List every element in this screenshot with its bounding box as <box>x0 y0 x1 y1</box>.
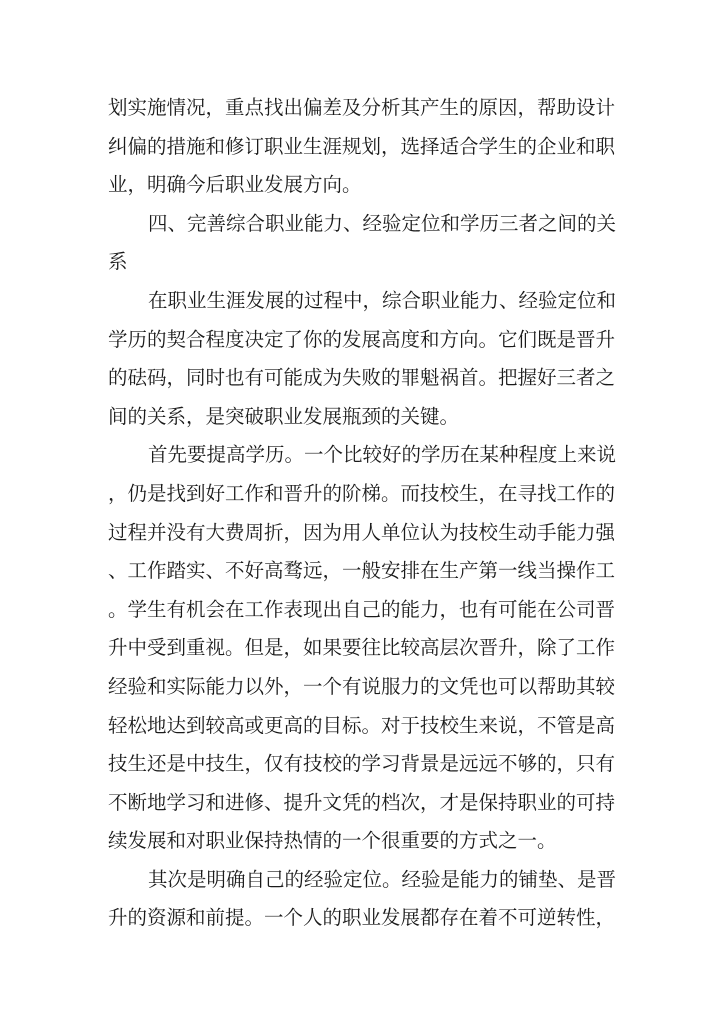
text-line: 业，明确今后职业发展方向。 <box>108 173 362 197</box>
text-line: 首先要提高学历。一个比较好的学历在某种程度上来说 <box>148 443 617 467</box>
text-line: 、工作踏实、不好高骛远，一般安排在生产第一线当操作工 <box>108 559 616 583</box>
text-line: 学历的契合程度决定了你的发展高度和方向。它们既是晋升 <box>108 327 616 351</box>
text-line: 其次是明确自己的经验定位。经验是能力的铺垫、是晋 <box>148 867 617 891</box>
text-line: 间的关系，是突破职业发展瓶颈的关键。 <box>108 404 460 428</box>
text-line: 升中受到重视。但是，如果要往比较高层次晋升，除了工作 <box>108 636 616 660</box>
section-heading-line: 系 <box>108 250 128 274</box>
text-line: 升的资源和前提。一个人的职业发展都存在着不可逆转性， <box>108 906 616 930</box>
text-line: 不断地学习和进修、提升文凭的档次，才是保持职业的可持 <box>108 790 616 814</box>
text-line: ，仍是找到好工作和晋升的阶梯。而技校生，在寻找工作的 <box>108 481 616 505</box>
text-line: 经验和实际能力以外，一个有说服力的文凭也可以帮助其较 <box>108 674 616 698</box>
text-line: 续发展和对职业保持热情的一个很重要的方式之一。 <box>108 829 557 853</box>
text-line: 过程并没有大费周折，因为用人单位认为技校生动手能力强 <box>108 520 616 544</box>
text-line: 轻松地达到较高或更高的目标。对于技校生来说，不管是高 <box>108 713 616 737</box>
text-line: 的砝码，同时也有可能成为失败的罪魁祸首。把握好三者之 <box>108 366 616 390</box>
section-heading-line: 四、完善综合职业能力、经验定位和学历三者之间的关 <box>148 211 617 235</box>
text-line: 技生还是中技生，仅有技校的学习背景是远远不够的，只有 <box>108 752 616 776</box>
text-line: 。学生有机会在工作表现出自己的能力，也有可能在公司晋 <box>108 597 616 621</box>
text-line: 在职业生涯发展的过程中，综合职业能力、经验定位和 <box>148 288 617 312</box>
text-line: 划实施情况，重点找出偏差及分析其产生的原因，帮助设计 <box>108 96 616 119</box>
text-line: 纠偏的措施和修订职业生涯规划，选择适合学生的企业和职 <box>108 134 616 158</box>
document-body <box>108 89 617 938</box>
